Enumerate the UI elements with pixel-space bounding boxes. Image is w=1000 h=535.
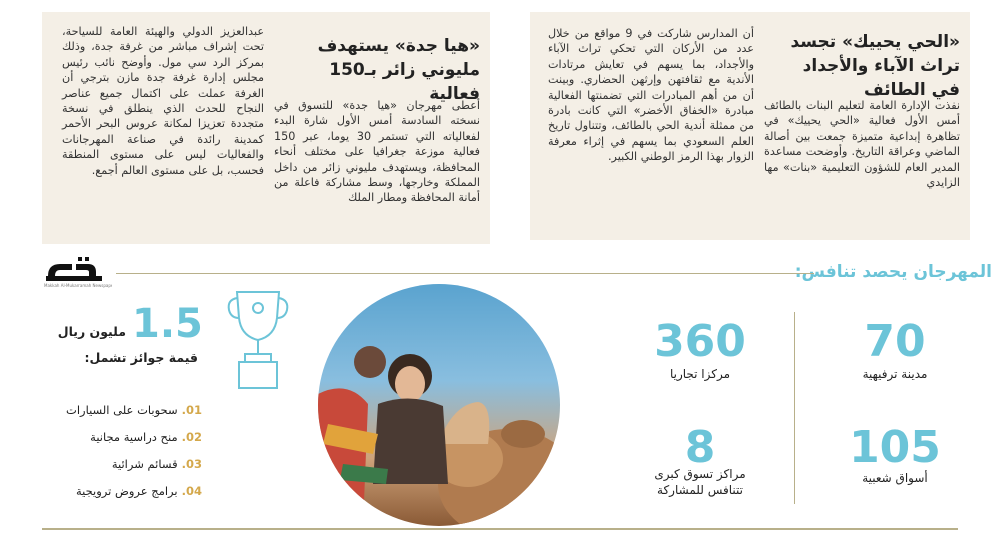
prize-list xyxy=(22,404,202,504)
bottom-divider xyxy=(42,528,958,530)
stat-label-malls: مركزا تجاريا xyxy=(669,367,731,381)
list-item: 02.منح دراسية مجانية xyxy=(90,430,202,444)
article-al-hay-yuhayik xyxy=(530,12,970,240)
prize-subtitle: قيمة جوائز تشمل: xyxy=(84,350,198,365)
stats-divider xyxy=(794,312,795,504)
article-haya-jeddah xyxy=(42,12,490,244)
article-column-right: أعطى مهرجان «هيا جدة» للتسوق في نسخته السادسة أمس الأول شارة البدء لفعالياته التي تستمر 30 يوما، عبر 150 فعالية موزعة جغرافيا على مختلف أنحاء المحافظة، ويستهدف مليوني زائر من داخل المملكة وخارجها، وسط مشاركة فاعلة من أمانة المحافظة ومطار الملك xyxy=(274,99,480,205)
list-item: 03.قسائم شرائية xyxy=(111,457,202,471)
article-title: «الحي يحييك» تجسد تراث الآباء والأجداد في الطائف xyxy=(790,32,960,100)
stat-value-cities: 70 xyxy=(864,316,926,367)
stat-label-cities: مدينة ترفيهية xyxy=(862,367,928,381)
article-column-right: نفذت الإدارة العامة لتعليم البنات بالطائف أمس الأول فعالية «الحي يحييك» في تظاهرة إبداعية متميزة جمعت بين أصالة الماضي وعراقة التاريخ. وأوضحت مساعدة المدير العام للشؤون التعليمية «بنات» مها الزايدي xyxy=(764,99,960,190)
article-title: «هيا جدة» يستهدف مليوني زائر بـ150 فعالية xyxy=(317,36,480,104)
festival-photo xyxy=(318,284,560,526)
stat-value-shopping-centers: 8 xyxy=(684,422,716,473)
makkah-logo xyxy=(42,254,112,290)
article-column-left: أن المدارس شاركت في 9 مواقع من خلال عدد من الأركان التي تحكي تراث الآباء والأجداد، بما يسهم في تعايش مرتادات الأندية مع ثقافتهن وإرثهن الحضاري. وبينت أن من أهم المبادرات التي تضمنتها الفعالية مبادرة «الخفاق الأخضر» التي كانت بادرة من ممثلة أندية الحي بالطائف، وتتناول تاريخ العلم السعودي بما يسهم في إثراء معرفة الزوار بهذا الرمز الوطني الكبير. xyxy=(548,27,754,164)
prize-value: 1.5 xyxy=(132,301,203,347)
stat-value-markets: 105 xyxy=(849,422,941,473)
list-item: 01.سحوبات على السيارات xyxy=(66,403,202,417)
section-title: المهرجان يحصد تنافس: xyxy=(794,262,992,282)
prize-unit: مليون ريال xyxy=(57,324,126,339)
stat-label-markets: أسواق شعبية xyxy=(862,471,928,485)
list-item: 04.برامج عروض ترويجية xyxy=(75,484,202,498)
svg-text:Makkah Al-Mukarramah Newspaper: Makkah Al-Mukarramah Newspaper xyxy=(44,283,112,288)
photo-illustration xyxy=(318,284,560,526)
stat-label-shopping-centers: مراكز تسوق كبرى تتنافس للمشاركة xyxy=(654,467,746,497)
stat-value-malls: 360 xyxy=(654,316,746,367)
trophy-icon xyxy=(225,288,291,393)
section-divider xyxy=(116,273,814,274)
article-column-left: عبدالعزيز الدولي والهيئة العامة للسياحة، تحت إشراف مباشر من غرفة جدة، وذلك بمركز الرد سي مول. وأوضح نائب رئيس مجلس إدارة غرفة جدة مازن بترجي أن الغرفة عملت على اكتمال جميع عناصر النجاح للحدث الذي ينطلق في نسخة متجددة تعزيزا لمكانة عروس البحر الأحمر كمدينة رائدة في صناعة المهرجانات والفعاليات ليس على مستوى المنطقة فحسب، بل على مستوى العالم أجمع. xyxy=(62,25,264,177)
